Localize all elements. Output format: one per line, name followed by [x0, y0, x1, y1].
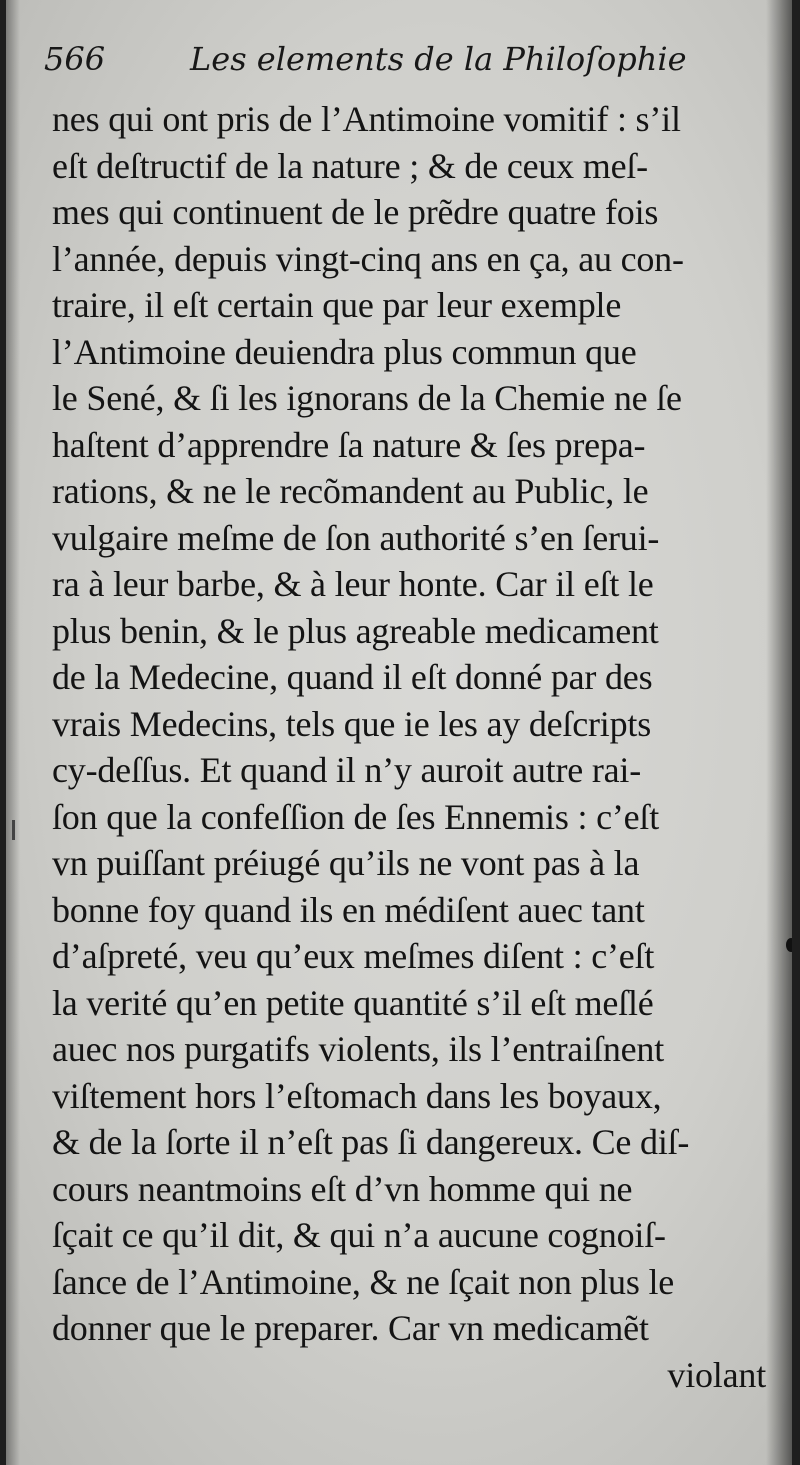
page-edge-shadow [6, 0, 20, 1465]
text-line: cours neantmoins eſt d’vn homme qui ne [52, 1168, 633, 1209]
text-line: bonne foy quand ils en médiſent auec tant [52, 889, 645, 930]
text-line: l’Antimoine deuiendra plus commun que [52, 331, 637, 372]
text-line: vulgaire meſme de ſon authorité s’en ſerui- [52, 517, 660, 558]
text-line: la verité qu’en petite quantité s’il eſt meſlé [52, 982, 654, 1023]
ink-spot [786, 938, 792, 952]
text-line: ſance de l’Antimoine, & ne ſçait non plus le [52, 1261, 675, 1302]
text-line: cy-deſſus. Et quand il n’y auroit autre rai- [52, 750, 641, 790]
catchword: violant [667, 1354, 766, 1395]
text-line: & de la ſorte il n’eſt pas ſi dangereux. Ce diſ- [52, 1122, 690, 1162]
text-line: vn puiſſant préiugé qu’ils ne vont pas à la [52, 843, 640, 883]
text-line: rations, & ne le recõmandent au Public, le [52, 471, 649, 511]
text-line: l’année, depuis vingt-cinq ans en ça, au con- [52, 238, 684, 279]
text-line: auec nos purgatifs violents, ils l’entraiſnent [52, 1029, 664, 1069]
text-line: ra à leur barbe, & à leur honte. Car il eſt le [52, 564, 654, 604]
text-line: viſtement hors l’eſtomach dans les boyaux, [52, 1075, 662, 1116]
text-line: eſt deſtructif de la nature ; & de ceux meſ- [52, 145, 648, 186]
running-title: Les elements de la Philoſophie [190, 40, 687, 78]
text-line: vrais Medecins, tels que ie les ay deſcripts [52, 703, 652, 744]
book-page [6, 0, 792, 1465]
text-line: le Sené, & ſi les ignorans de la Chemie ne ſe [52, 378, 682, 418]
text-line: de la Medecine, quand il eſt donné par des [52, 657, 653, 697]
text-line: plus benin, & le plus agreable medicament [52, 610, 659, 651]
page-header [44, 40, 764, 84]
text-line: ſçait ce qu’il dit, & qui n’a aucune cognoiſ- [52, 1215, 666, 1255]
text-line: mes qui continuent de le prẽdre quatre fois [52, 192, 659, 232]
margin-mark [12, 820, 15, 840]
text-line: haſtent d’apprendre ſa nature & ſes prepa- [52, 424, 646, 465]
gutter-shadow [766, 0, 792, 1465]
text-line: donner que le preparer. Car vn medicamẽt [52, 1308, 649, 1348]
body-text [52, 96, 768, 1398]
text-line: d’aſpreté, veu qu’eux meſmes diſent : c’eſt [52, 936, 655, 976]
text-line: ſon que la confeſſion de ſes Ennemis : c’eſt [52, 796, 660, 837]
text-line: nes qui ont pris de l’Antimoine vomitif : s’il [52, 99, 681, 139]
text-line: traire, il eſt certain que par leur exemple [52, 285, 622, 325]
page-number: 566 [44, 40, 106, 78]
